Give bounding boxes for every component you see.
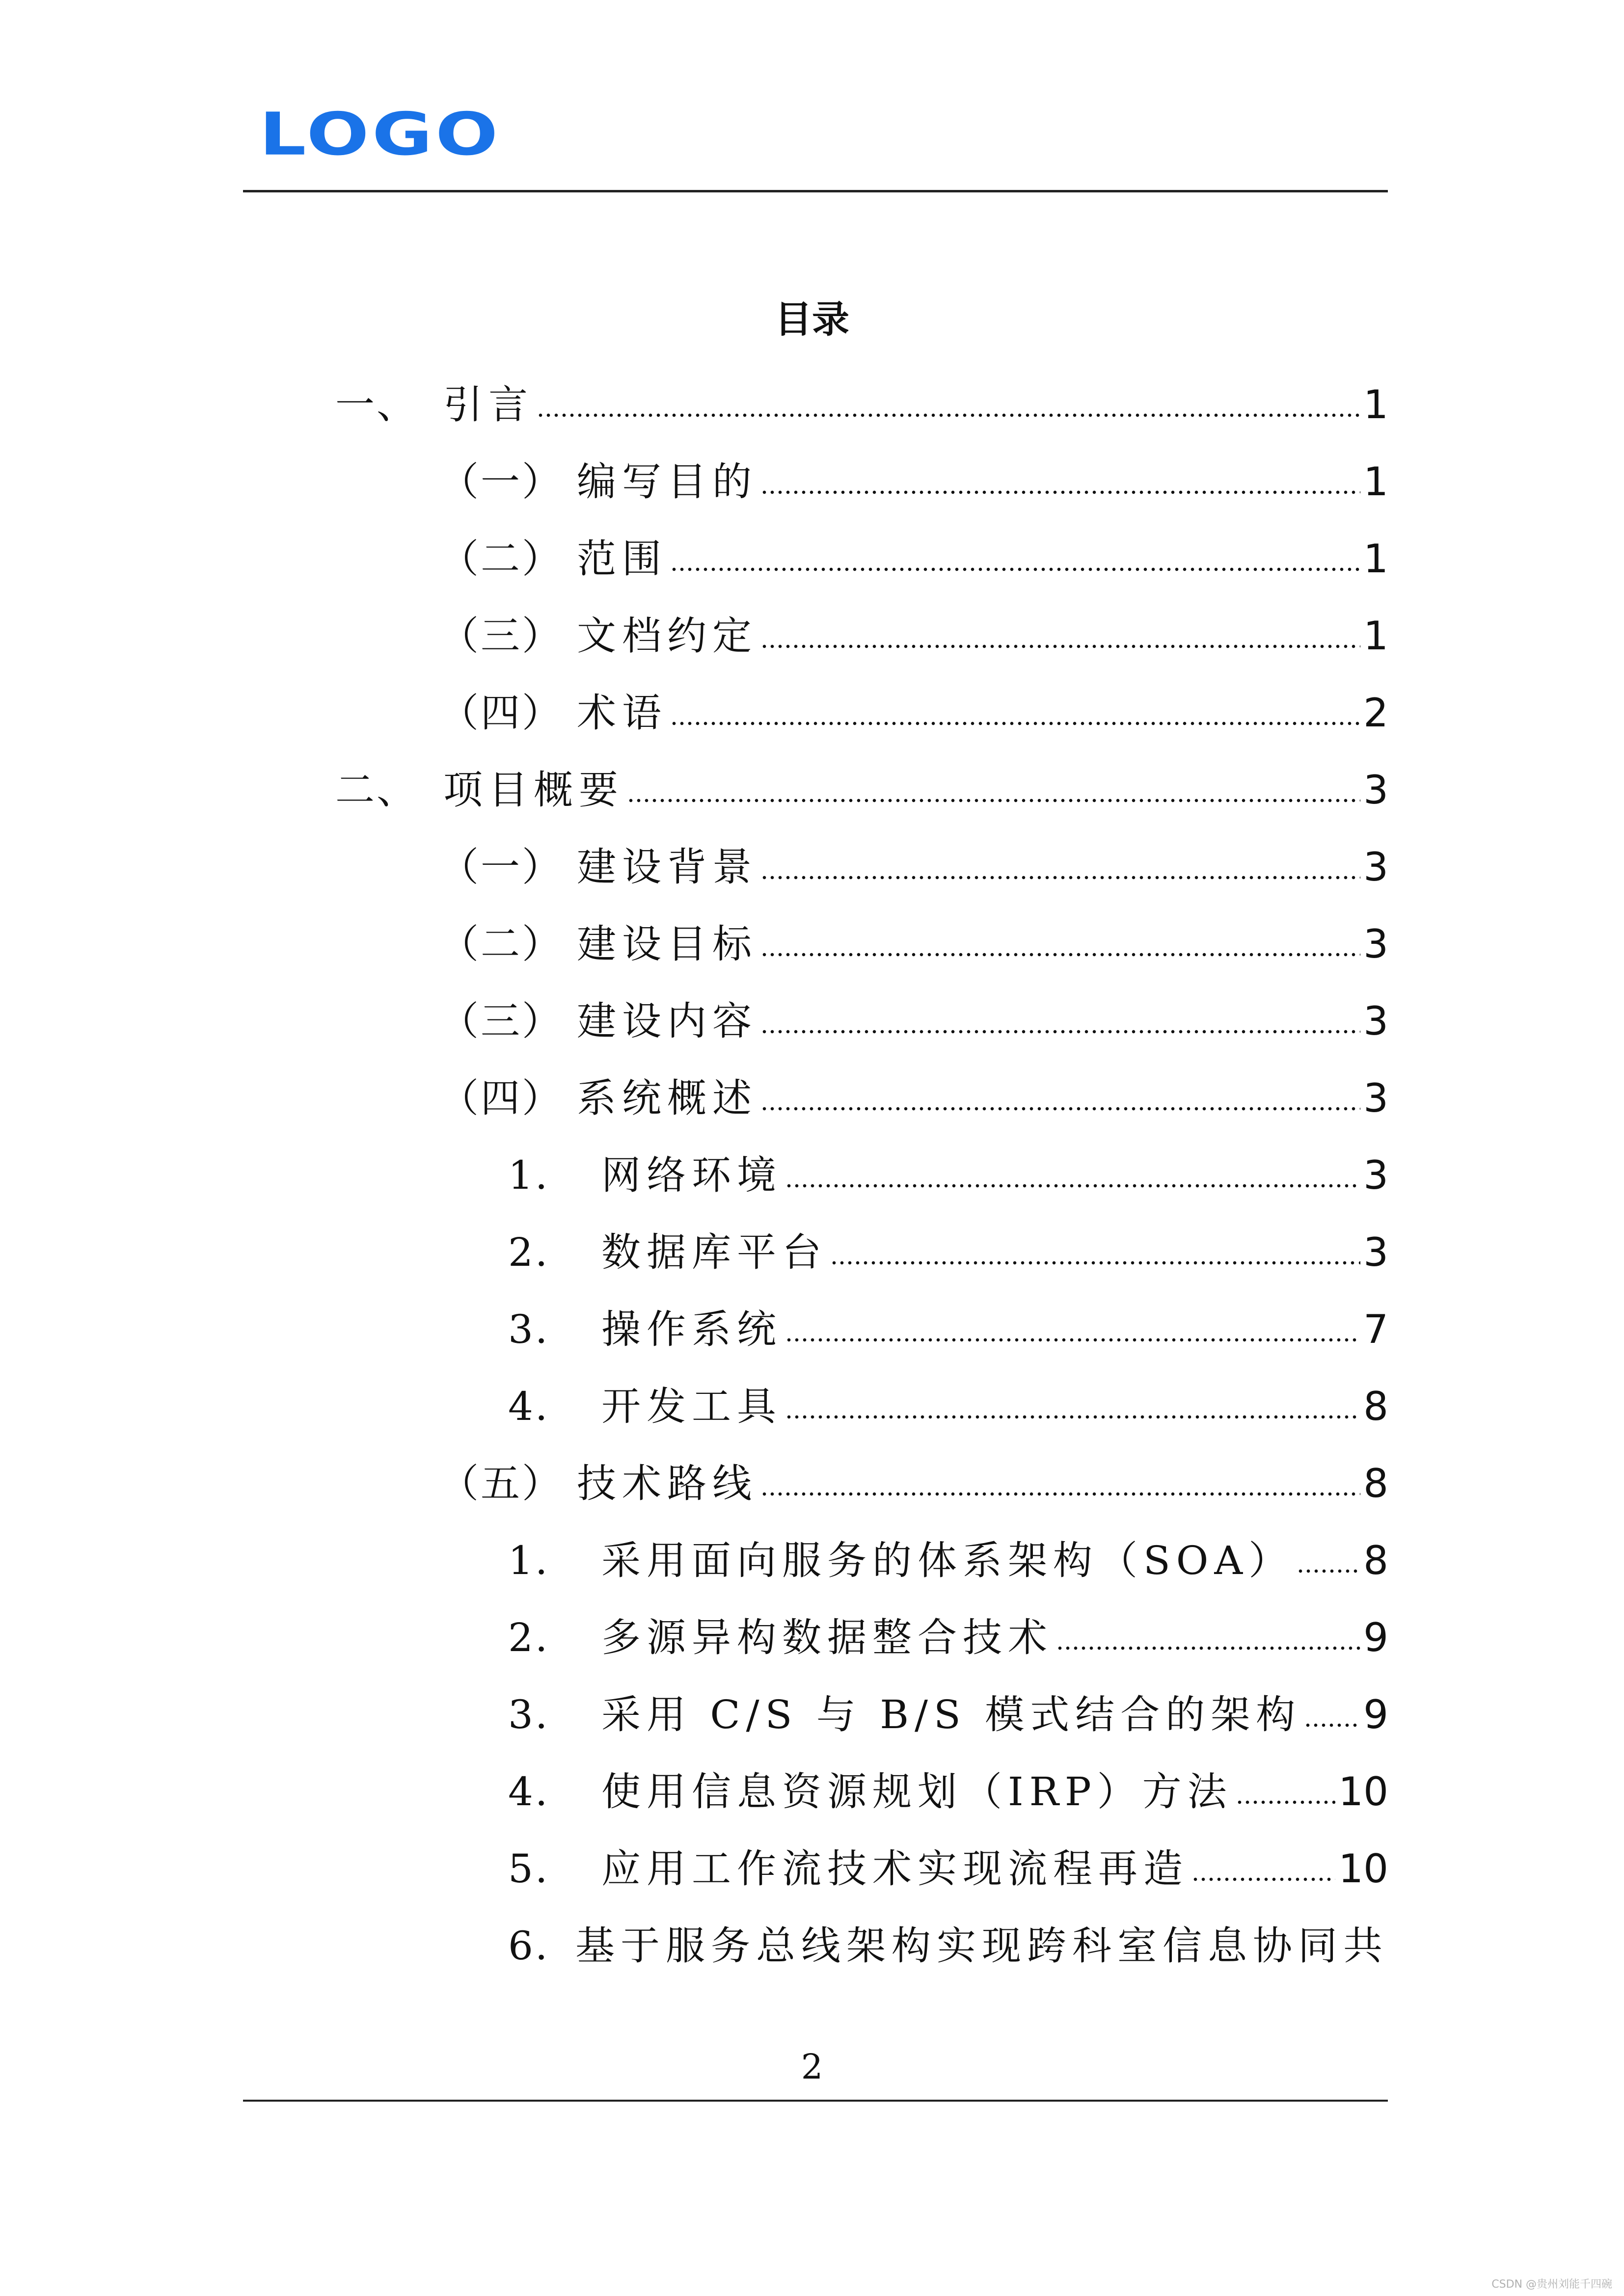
toc-title: 目录 [775,297,849,341]
toc-entry-page: 3 [1363,1229,1388,1275]
toc-entry-text: 建设内容 [577,998,758,1044]
toc-leader [1297,1569,1360,1573]
toc-entry-text: 数据库平台 [601,1229,827,1275]
toc-leader [1191,1877,1335,1881]
toc-leader [627,799,1360,802]
toc-leader [670,567,1360,571]
toc-entry-number: 5. [508,1846,550,1892]
toc-entry[interactable] [439,686,1388,740]
toc-entry-number: 2. [508,1615,550,1660]
toc-entry-number: 6. [508,1923,550,1969]
toc-leader [785,1184,1360,1188]
watermark: CSDN @贵州刘能千四碗 [1491,2278,1612,2291]
toc-entry[interactable] [335,378,1388,432]
toc-entry[interactable] [439,1457,1388,1511]
toc-entry-number: 3. [508,1307,550,1352]
toc-entry-text: 范围 [577,536,667,582]
toc-entry[interactable] [508,1148,1388,1202]
toc-entry-page: 3 [1363,998,1388,1044]
toc-entry-page: 8 [1363,1461,1388,1506]
toc-leader [760,953,1360,957]
toc-entry[interactable] [508,1226,1388,1280]
logo: LOGO [259,100,501,169]
toc-entry-page: 1 [1363,613,1388,659]
toc-entry[interactable] [439,609,1388,663]
toc-leader [760,644,1360,648]
toc-entry-number: （一） [439,844,563,890]
toc-leader [830,1261,1360,1265]
toc-entry-page: 9 [1363,1615,1388,1660]
toc-entry-page: 7 [1363,1307,1388,1352]
toc-entry-page: 8 [1363,1538,1388,1583]
toc-entry-text: 多源异构数据整合技术 [601,1615,1053,1660]
toc-entry-text: 技术路线 [577,1461,758,1506]
toc-entry[interactable] [335,763,1388,817]
toc-entry-number: （三） [439,998,563,1044]
toc-leader [670,721,1360,725]
toc-entry-text: 操作系统 [601,1307,782,1352]
toc-entry-page: 3 [1363,1152,1388,1198]
toc-entry[interactable] [508,1842,1388,1896]
toc-entry-page: 1 [1363,382,1388,427]
toc-leader [760,876,1360,880]
toc-entry-text: 建设背景 [577,844,758,890]
toc-entry[interactable] [439,840,1388,894]
header-rule [243,190,1388,192]
toc-entry-number: 2. [508,1229,550,1275]
toc-entry-page: 3 [1363,1075,1388,1121]
toc-entry-page: 1 [1363,459,1388,505]
toc-entry-page: 10 [1338,1846,1388,1892]
toc-entry[interactable] [508,1380,1388,1434]
toc-leader [760,1492,1360,1496]
toc-leader [1304,1723,1360,1727]
toc-entry-text: 系统概述 [577,1075,758,1121]
toc-entry-text: 建设目标 [577,921,758,967]
toc-leader [760,490,1360,494]
toc-entry[interactable] [439,532,1388,586]
toc-leader [1236,1800,1336,1804]
toc-entry-number: （四） [439,1075,563,1121]
toc-leader [760,1107,1360,1111]
toc-leader [785,1415,1360,1419]
toc-entry[interactable] [508,1765,1388,1819]
toc-entry-page: 2 [1363,690,1388,736]
toc-entry-text: 使用信息资源规划（IRP）方法 [601,1769,1233,1815]
toc-entry-number: 二、 [335,767,418,813]
toc-entry-page: 8 [1363,1384,1388,1429]
toc-entry[interactable] [508,1303,1388,1357]
toc-entry-text: 采用面向服务的体系架构（SOA） [601,1538,1294,1583]
toc-entry-text: 文档约定 [577,613,758,659]
toc-leader [537,413,1360,417]
toc-entry-number: 一、 [335,382,418,427]
footer-rule [243,2100,1388,2102]
toc-entry[interactable] [508,1534,1388,1588]
toc-entry[interactable] [439,994,1388,1048]
toc-entry-number: （一） [439,459,563,505]
toc-entry-text: 编写目的 [577,459,758,505]
toc-entry-page: 1 [1363,536,1388,582]
toc-entry-text: 采用 C/S 与 B/S 模式结合的架构 [601,1692,1301,1737]
toc-entry-text: 基于服务总线架构实现跨科室信息协同共 [575,1923,1388,1969]
toc-entry-page: 3 [1363,767,1388,813]
toc-entry-text: 术语 [577,690,667,736]
toc-entry-number: 4. [508,1769,550,1815]
toc-entry[interactable] [508,1919,1388,1973]
toc-entry-page: 3 [1363,844,1388,890]
toc-entry-page: 10 [1338,1769,1388,1815]
toc-entry-page: 3 [1363,921,1388,967]
toc-entry-number: 4. [508,1384,550,1429]
toc-entry[interactable] [439,455,1388,509]
toc-entry-number: 3. [508,1692,550,1737]
toc-leader [760,1030,1360,1034]
toc-entry-number: 1. [508,1152,550,1198]
toc-entry[interactable] [508,1688,1388,1742]
toc-entry-text: 引言 [443,382,534,427]
toc-entry-number: （四） [439,690,563,736]
toc-entry-page: 9 [1363,1692,1388,1737]
toc-entry[interactable] [439,917,1388,971]
toc-entry-number: （二） [439,536,563,582]
toc-entry-text: 开发工具 [601,1384,782,1429]
toc-entry[interactable] [508,1611,1388,1665]
toc-entry-text: 项目概要 [443,767,624,813]
toc-entry-text: 网络环境 [601,1152,782,1198]
toc-entry-number: （三） [439,613,563,659]
toc-entry-number: （五） [439,1461,563,1506]
toc-entry-number: （二） [439,921,563,967]
toc-leader [785,1338,1360,1342]
toc-leader [1056,1646,1360,1650]
toc-entry[interactable] [439,1071,1388,1125]
toc-entry-text: 应用工作流技术实现流程再造 [601,1846,1189,1892]
toc-entry-number: 1. [508,1538,550,1583]
page-number: 2 [801,2047,823,2087]
